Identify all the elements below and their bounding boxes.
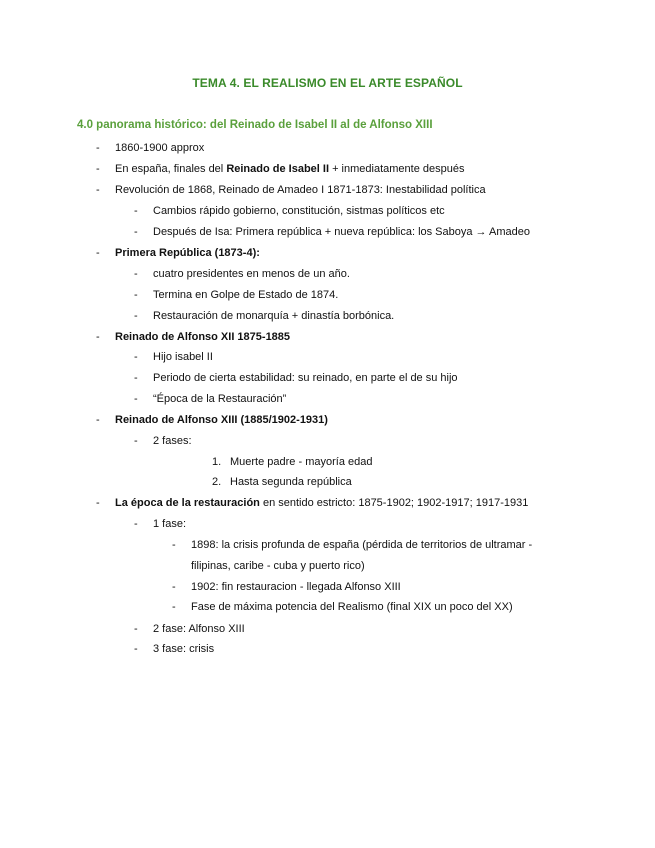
list-marker: -: [96, 247, 100, 259]
list-marker: -: [134, 205, 138, 217]
list-marker: -: [96, 497, 100, 509]
list-item: Hijo isabel II: [153, 351, 213, 363]
list-marker: -: [96, 414, 100, 426]
list-item: Termina en Golpe de Estado de 1874.: [153, 289, 339, 301]
list-item: “Época de la Restauración”: [153, 393, 287, 405]
list-marker: -: [96, 142, 100, 154]
list-marker: -: [134, 310, 138, 322]
list-marker: -: [96, 184, 100, 196]
list-marker: -: [134, 393, 138, 405]
list-item: 1 fase:: [153, 518, 187, 530]
list-marker: -: [172, 539, 176, 551]
list-marker: -: [172, 581, 176, 593]
list-item: Hasta segunda república: [230, 476, 352, 488]
list-item: 2 fase: Alfonso XIII: [153, 623, 245, 635]
list-marker: -: [134, 372, 138, 384]
list-item: Cambios rápido gobierno, constitución, sistmas políticos etc: [153, 205, 445, 217]
list-marker: -: [134, 289, 138, 301]
list-item: La época de la restauración en sentido estricto: 1875-1902; 1902-1917; 1917-1931: [115, 497, 529, 509]
list-item: Fase de máxima potencia del Realismo (final XIX un poco del XX): [191, 601, 513, 613]
list-item: Reinado de Alfonso XIII (1885/1902-1931): [115, 414, 328, 426]
list-item: 3 fase: crisis: [153, 643, 215, 655]
list-item: Primera República (1873-4):: [115, 247, 260, 259]
list-item: Periodo de cierta estabilidad: su reinado, en parte el de su hijo: [153, 372, 458, 384]
list-item: cuatro presidentes en menos de un año.: [153, 268, 350, 280]
list-item: 2 fases:: [153, 435, 192, 447]
list-marker: -: [134, 226, 138, 238]
list-marker: -: [134, 351, 138, 363]
list-item: Reinado de Alfonso XII 1875-1885: [115, 331, 291, 343]
list-marker: -: [134, 268, 138, 280]
list-item: En españa, finales del Reinado de Isabel II + inmediatamente después: [115, 163, 465, 175]
list-number: 1.: [212, 456, 222, 468]
list-item-continuation: filipinas, caribe - cuba y puerto rico): [191, 560, 365, 572]
list-item: 1902: fin restauracion - llegada Alfonso XIII: [191, 581, 401, 593]
list-marker: -: [172, 601, 176, 613]
list-marker: -: [134, 623, 138, 635]
list-marker: -: [96, 331, 100, 343]
list-item: Restauración de monarquía + dinastía borbónica.: [153, 310, 395, 322]
list-marker: -: [96, 163, 100, 175]
list-item: Muerte padre - mayoría edad: [230, 456, 373, 468]
section-heading: 4.0 panorama histórico: del Reinado de Isabel II al de Alfonso XIII: [77, 119, 433, 131]
list-item: 1898: la crisis profunda de españa (pérdida de territorios de ultramar -: [191, 539, 533, 551]
list-marker: -: [134, 643, 138, 655]
list-item: Después de Isa: Primera república + nueva república: los Saboya → Amadeo: [153, 226, 530, 238]
list-item: Revolución de 1868, Reinado de Amadeo I 1871-1873: Inestabilidad política: [115, 184, 486, 196]
document-title: TEMA 4. EL REALISMO EN EL ARTE ESPAÑOL: [192, 76, 463, 90]
list-number: 2.: [212, 476, 222, 488]
list-marker: -: [134, 435, 138, 447]
list-marker: -: [134, 518, 138, 530]
list-item: 1860-1900 approx: [115, 142, 205, 154]
